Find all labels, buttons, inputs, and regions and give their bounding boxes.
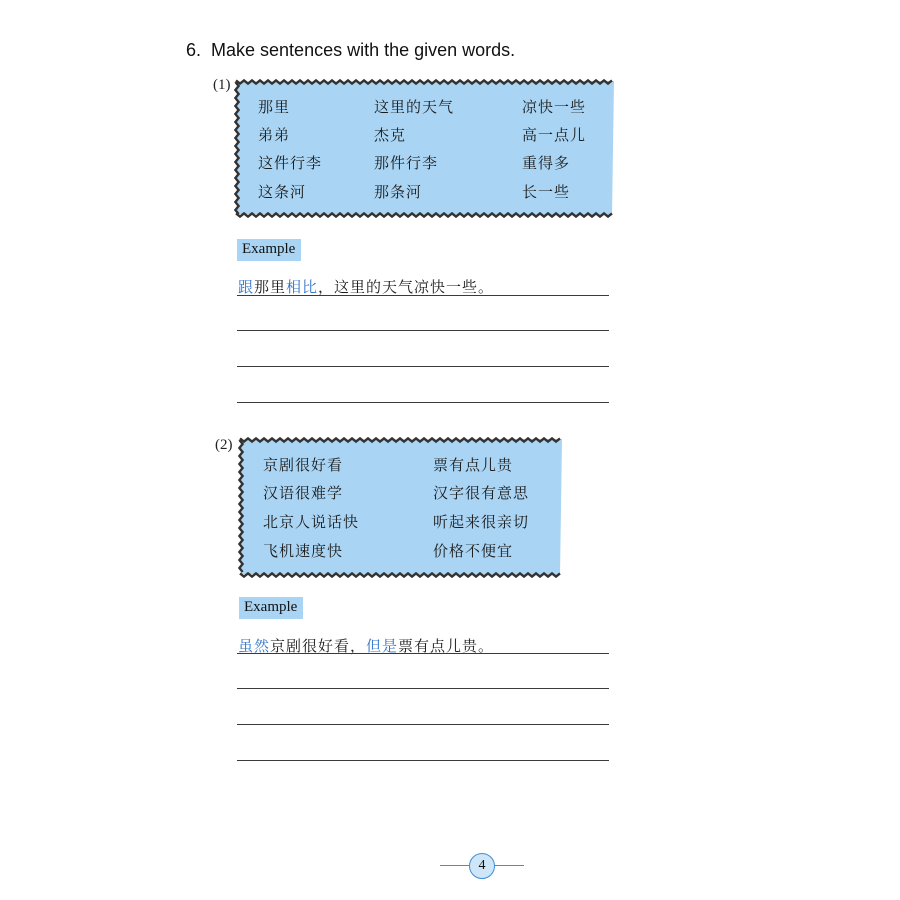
word-item: 北京人说话快 (263, 513, 360, 531)
writing-line[interactable] (237, 724, 609, 725)
writing-line[interactable] (237, 688, 609, 689)
word-item: 凉快一些 (522, 98, 587, 116)
keyword-highlight: 虽然 (238, 637, 271, 655)
exercise-heading (186, 40, 515, 61)
sentence-part: 票有点儿贵。 (398, 637, 495, 655)
keyword-highlight: 跟 (238, 278, 255, 296)
word-item: 票有点儿贵 (433, 456, 514, 474)
writing-line[interactable] (237, 653, 609, 654)
sentence-part: 京剧很好看， (270, 637, 367, 655)
word-item: 这里的天气 (374, 98, 455, 116)
page-number-rule-right (494, 865, 524, 866)
page-number: 4 (469, 853, 495, 879)
section-2-word-box (238, 436, 564, 578)
word-item: 京剧很好看 (263, 456, 344, 474)
page-number-rule-left (440, 865, 470, 866)
sentence-part: 那里 (254, 278, 287, 296)
word-item: 这条河 (258, 183, 307, 201)
word-item: 这件行李 (258, 154, 323, 172)
section-2-label: (2) (215, 437, 233, 453)
word-item: 高一点儿 (522, 126, 587, 144)
writing-line[interactable] (237, 760, 609, 761)
word-item: 杰克 (374, 126, 407, 144)
word-item: 价格不便宜 (433, 542, 514, 560)
writing-line[interactable] (237, 295, 609, 296)
writing-line[interactable] (237, 402, 609, 403)
section-1-label: (1) (213, 77, 231, 93)
section-1-word-box (234, 78, 616, 218)
page-number-badge (440, 852, 524, 880)
word-item: 那条河 (374, 183, 423, 201)
section-2-example-tag: Example (239, 597, 303, 619)
word-item: 听起来很亲切 (433, 513, 530, 531)
writing-line[interactable] (237, 366, 609, 367)
word-item: 飞机速度快 (263, 542, 344, 560)
word-item: 弟弟 (258, 126, 291, 144)
word-item: 重得多 (522, 154, 571, 172)
exercise-instruction: Make sentences with the given words. (211, 40, 516, 60)
writing-line[interactable] (237, 330, 609, 331)
section-1-example-tag: Example (237, 239, 301, 261)
word-item: 那件行李 (374, 154, 439, 172)
keyword-highlight: 相比 (286, 278, 319, 296)
word-item: 汉字很有意思 (433, 484, 530, 502)
exercise-number: 6. (186, 40, 202, 60)
word-item: 汉语很难学 (263, 484, 344, 502)
section-1-example-sentence (238, 276, 494, 297)
word-item: 长一些 (522, 183, 571, 201)
word-item: 那里 (258, 98, 291, 116)
sentence-part: ，这里的天气凉快一些。 (318, 278, 495, 296)
keyword-highlight: 但是 (366, 637, 399, 655)
